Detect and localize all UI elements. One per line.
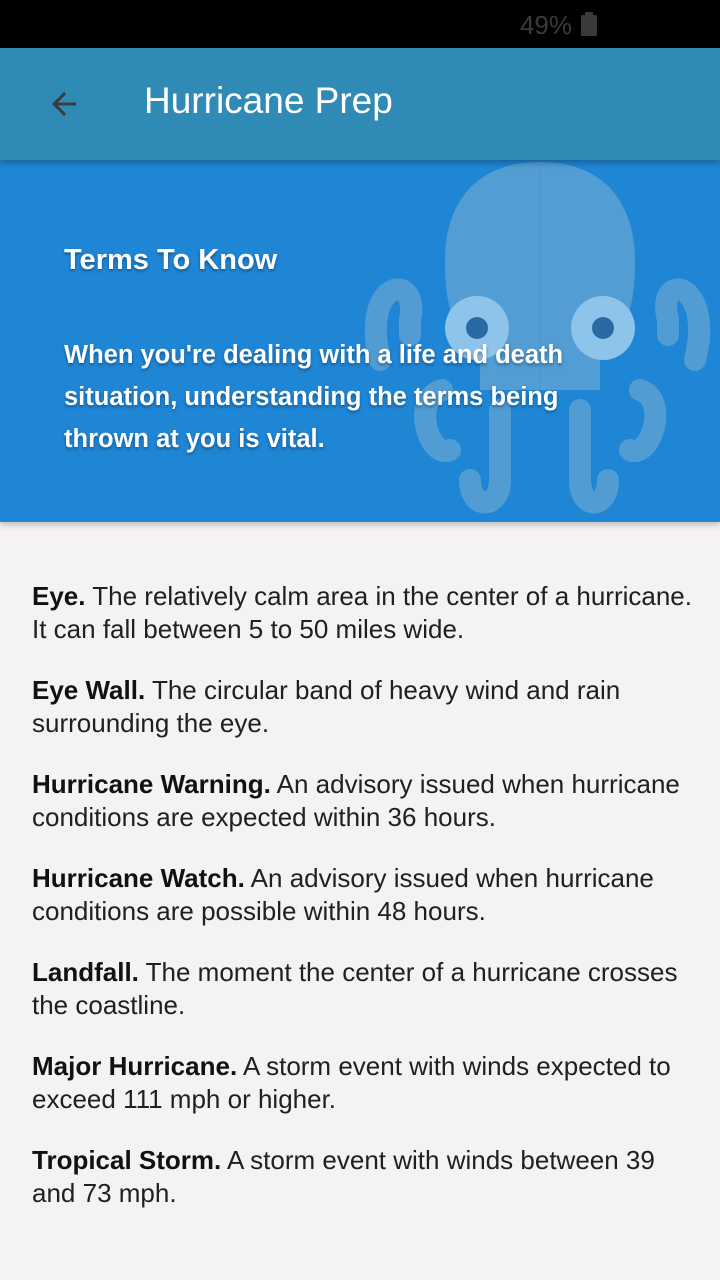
- hero-description: When you're dealing with a life and death situation, understanding the terms being thrown at you is vital.: [64, 341, 564, 453]
- term-name: Eye.: [32, 581, 86, 611]
- term-name: Tropical Storm.: [32, 1145, 222, 1175]
- term-name: Major Hurricane.: [32, 1051, 238, 1081]
- term-definition: A storm event with winds expected to exceed 111 mph or higher.: [32, 1051, 671, 1114]
- list-item: [32, 956, 696, 1022]
- arrow-back-icon: [46, 86, 82, 122]
- hero-banner: [0, 160, 720, 522]
- list-item: [32, 674, 696, 740]
- term-definition: The moment the center of a hurricane crosses the coastline.: [32, 957, 678, 1020]
- list-item: [32, 1050, 696, 1116]
- list-item: [32, 768, 696, 834]
- term-definition: The relatively calm area in the center of a hurricane. It can fall between 5 to 50 miles wide.: [32, 581, 692, 644]
- battery-icon: [580, 12, 598, 36]
- term-name: Landfall.: [32, 957, 139, 987]
- term-definition: A storm event with winds between 39 and 73 mph.: [32, 1145, 655, 1208]
- status-bar: [0, 0, 720, 48]
- term-name: Hurricane Warning.: [32, 769, 271, 799]
- app-bar: [0, 48, 720, 160]
- back-button[interactable]: [30, 70, 98, 138]
- term-definition: An advisory issued when hurricane conditions are possible within 48 hours.: [32, 863, 654, 926]
- list-item: [32, 1144, 696, 1210]
- list-item: [32, 580, 696, 646]
- term-name: Eye Wall.: [32, 675, 146, 705]
- page-title: Hurricane Prep: [144, 80, 393, 121]
- term-name: Hurricane Watch.: [32, 863, 245, 893]
- list-item: [32, 862, 696, 928]
- battery-level: 49%: [519, 10, 572, 40]
- term-definition: The circular band of heavy wind and rain surrounding the eye.: [32, 675, 621, 738]
- terms-list: [32, 580, 696, 1238]
- term-definition: An advisory issued when hurricane conditions are expected within 36 hours.: [32, 769, 680, 832]
- hero-heading: Terms To Know: [64, 244, 278, 276]
